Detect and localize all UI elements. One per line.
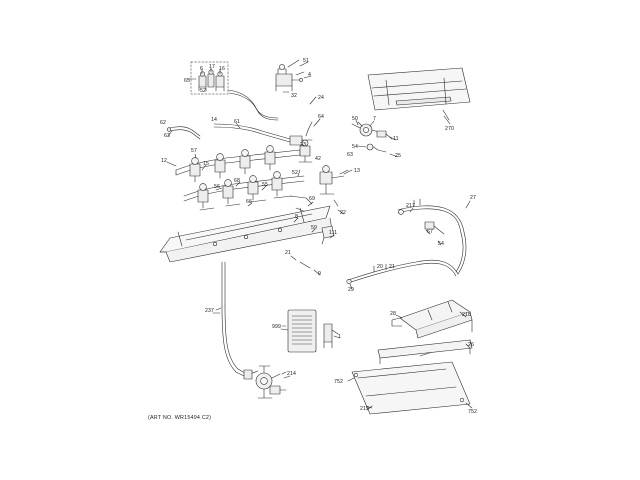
callout-13: 13 — [354, 168, 360, 174]
callout-52-lower: 52 — [292, 170, 298, 176]
callout-56: 56 — [214, 184, 220, 190]
callout-111: 111 — [329, 230, 338, 236]
callout-14: 14 — [211, 117, 217, 123]
callout-59: 59 — [311, 225, 317, 231]
callout-68: 68 — [234, 178, 240, 184]
callout-7: 7 — [373, 116, 376, 122]
callout-51: 51 — [303, 58, 309, 64]
callout-22: 22 — [340, 210, 346, 216]
callout-28: 28 — [390, 311, 396, 317]
callout-6: 6 — [200, 66, 203, 72]
callout-11: 11 — [393, 136, 399, 142]
callout-214: 214 — [287, 371, 296, 377]
callout-29: 29 — [348, 287, 354, 293]
callout-50: 50 — [352, 116, 358, 122]
callout-217: 217 — [406, 203, 415, 209]
callout-1: 1 — [338, 334, 341, 340]
callout-65: 65 — [184, 78, 190, 84]
callout-752-left: 752 — [334, 379, 343, 385]
callout-42: 42 — [315, 156, 321, 162]
callout-270: 270 — [445, 126, 454, 132]
callout-63-left: 63 — [164, 133, 170, 139]
callout-27: 27 — [470, 195, 476, 201]
callout-4: 4 — [308, 72, 311, 78]
callout-15: 15 — [203, 161, 209, 167]
art-number-label: (ART NO. WR15494 C2) — [148, 415, 212, 421]
callout-64: 64 — [318, 114, 324, 120]
callout-66: 66 — [246, 199, 252, 205]
callout-62: 62 — [160, 120, 166, 126]
callout-52: 52 — [200, 88, 206, 94]
callout-25: 25 — [395, 153, 401, 159]
callout-61: 61 — [234, 119, 240, 125]
callout-67: 67 — [427, 229, 433, 235]
callout-17: 17 — [209, 64, 215, 70]
callout-20: 20 — [377, 264, 383, 270]
callout-24: 24 — [318, 95, 324, 101]
callout-32: 32 — [291, 93, 297, 99]
callout-55: 55 — [262, 182, 268, 188]
callout-21: 21 — [285, 250, 291, 256]
callout-219: 219 — [360, 406, 369, 412]
callout-16: 16 — [219, 66, 225, 72]
callout-752-right: 752 — [468, 409, 477, 415]
callout-54-upper: 54 — [352, 144, 358, 150]
callout-999: 999 — [272, 324, 281, 330]
callout-218: 218 — [462, 312, 471, 318]
callout-9: 9 — [318, 271, 321, 277]
callout-12: 12 — [161, 158, 167, 164]
callout-26: 26 — [468, 342, 474, 348]
callout-8: 8 — [295, 214, 298, 220]
callout-69: 69 — [309, 196, 315, 202]
callout-57: 57 — [191, 148, 197, 154]
callout-63-right: 63 — [347, 152, 353, 158]
callout-54-right: 54 — [438, 241, 444, 247]
callout-21-right: 21 — [389, 264, 395, 270]
callout-23: 23 — [300, 142, 306, 148]
callout-237: 237 — [205, 308, 214, 314]
